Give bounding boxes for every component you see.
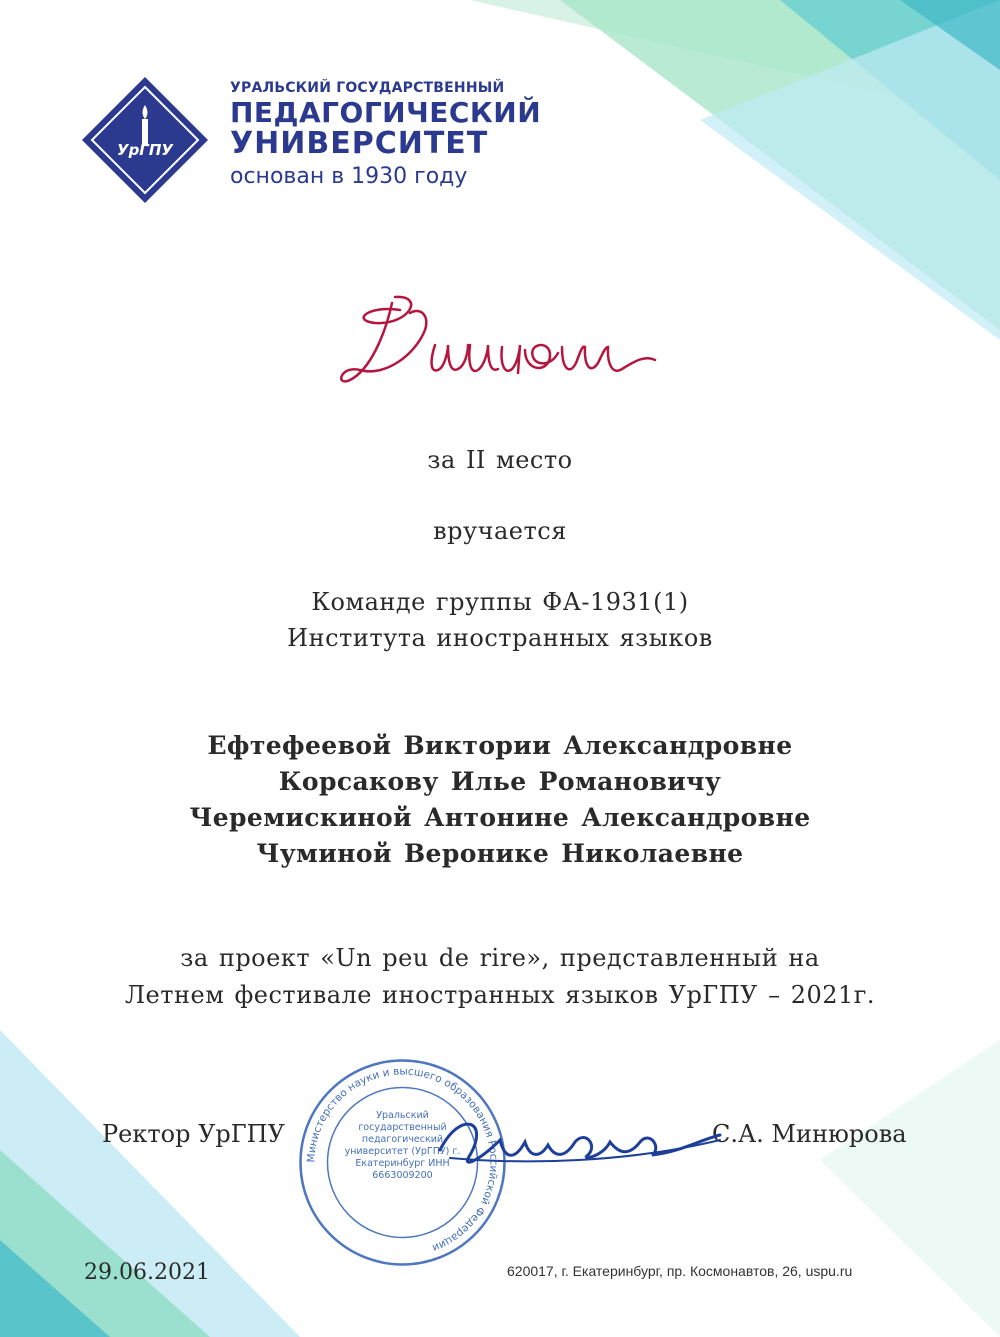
logo-line-2: ПЕДАГОГИЧЕСКИЙ bbox=[230, 96, 542, 129]
logo-line-3: УНИВЕРСИТЕТ bbox=[230, 126, 489, 161]
logo-founded: основан в 1930 году bbox=[230, 164, 468, 189]
university-name bbox=[230, 80, 541, 189]
award-verb: вручается bbox=[433, 517, 567, 545]
university-address: 620017, г. Екатеринбург, пр. Космонавтов, 26, uspu.ru bbox=[507, 1263, 853, 1279]
stamp-center-text: Уральский государственный педагогический университет (УрГПУ) г. Екатеринбург ИНН 6663009200 bbox=[344, 1110, 461, 1181]
project-line-2: Летнем фестивале иностранных языков УрГПУ – 2021г. bbox=[124, 981, 876, 1009]
issue-date: 29.06.2021 bbox=[84, 1260, 210, 1285]
recipient-name: Корсакову Илье Романовичу bbox=[278, 767, 722, 796]
logo-emblem-text: УрГПУ bbox=[117, 141, 173, 159]
team-line-1: Команде группы ФА-1931(1) bbox=[311, 588, 689, 616]
logo-emblem-icon bbox=[82, 77, 208, 203]
signatory-name: С.А. Минюрова bbox=[712, 1120, 907, 1148]
rector-signature bbox=[430, 1100, 730, 1180]
stamp-ring-text: Министерство науки и высшего образования Российской Федерации bbox=[305, 1065, 500, 1254]
recipient-name: Ефтефеевой Виктории Александровне bbox=[207, 731, 793, 760]
recipient-name: Черемискиной Антонине Александровне bbox=[189, 803, 811, 832]
logo-line-1: УРАЛЬСКИЙ ГОСУДАРСТВЕННЫЙ bbox=[230, 80, 505, 96]
team-line-2: Института иностранных языков bbox=[287, 624, 713, 652]
recipient-name: Чуминой Веронике Николаевне bbox=[256, 839, 744, 868]
recipient-list bbox=[0, 728, 1000, 872]
diploma-title bbox=[330, 285, 670, 395]
signatory-position: Ректор УрГПУ bbox=[102, 1120, 285, 1148]
project-line-1: за проект «Un peu de rire», представленный на bbox=[180, 944, 820, 972]
award-place: за II место bbox=[427, 446, 573, 474]
